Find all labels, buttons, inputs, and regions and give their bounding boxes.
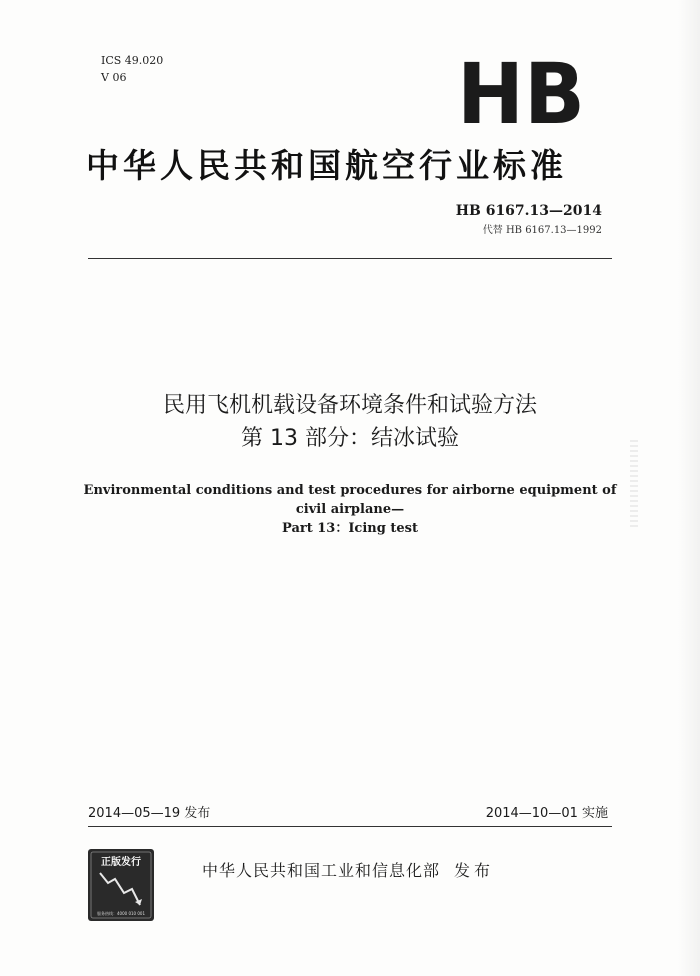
authentic-edition-stamp — [88, 849, 154, 921]
publisher-line — [202, 858, 494, 881]
title-en-line3: Part 13：Icing test — [282, 521, 418, 536]
standard-number-value: 6167.13—2014 — [485, 203, 602, 219]
hb-logo-text: HB — [457, 59, 585, 127]
category-code: V 06 — [101, 71, 127, 84]
scan-margin-mark — [630, 440, 638, 530]
issue-date: 2014—05—19 发布 — [88, 806, 211, 821]
standard-number-block — [456, 203, 602, 236]
title-cn-line1: 民用飞机机载设备环境条件和试验方法 — [162, 393, 537, 418]
standard-number — [456, 203, 602, 219]
stamp-hotline: 服务热线：4000 010 001 — [97, 911, 145, 916]
standard-title: 中华人民共和国航空行业标准 — [86, 146, 567, 185]
title-en — [0, 481, 700, 538]
top-divider — [88, 258, 612, 259]
standard-code: HB — [455, 203, 481, 219]
publisher-name: 中华人民共和国工业和信息化部 — [202, 861, 441, 880]
bottom-divider — [88, 826, 612, 827]
ics-code: ICS 49.020 — [101, 54, 164, 67]
classification-block — [101, 52, 163, 86]
implementation-date: 2014—10—01 实施 — [485, 806, 608, 821]
hb-logo — [456, 59, 586, 127]
publish-action: 发布 — [454, 861, 495, 880]
title-en-line2: civil airplane— — [295, 502, 405, 517]
replaces-note: 代替 HB 6167.13—1992 — [482, 225, 602, 236]
title-cn-line2: 第 13 部分：结冰试验 — [241, 426, 459, 451]
title-en-line1: Environmental conditions and test procedures for airborne equipment of — [83, 483, 617, 498]
stamp-label: 正版发行 — [101, 857, 141, 868]
